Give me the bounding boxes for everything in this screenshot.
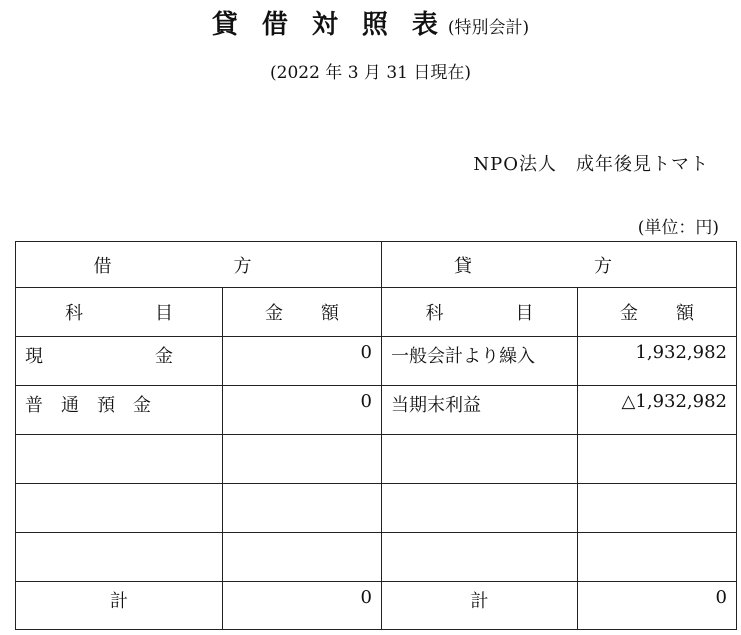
debit-total-label: 計 (16, 582, 223, 630)
debit-item (16, 337, 285, 386)
table-row (16, 533, 737, 582)
table-row (16, 337, 737, 386)
credit-item (382, 533, 578, 582)
column-header-row (16, 288, 737, 337)
amount-header-label: 金額 (265, 303, 377, 324)
table-row (16, 386, 737, 435)
balance-sheet-table (15, 241, 737, 630)
side-header-row (16, 242, 737, 288)
credit-item (382, 484, 578, 533)
credit-item: 一般会計より繰入 (382, 337, 578, 386)
credit-amount (578, 533, 737, 582)
debit-header (16, 242, 382, 288)
unit-label: (単位：円) (637, 218, 719, 238)
item-header-label: 科目 (425, 303, 606, 324)
debit-amount (223, 533, 382, 582)
debit-header-label: 借 方 (93, 255, 304, 277)
debit-amount: 0 (223, 386, 382, 435)
credit-amount (578, 435, 737, 484)
credit-amount: 1,932,982 (578, 337, 737, 386)
debit-item (16, 386, 223, 435)
debit-item-label: 普通預金 (25, 395, 169, 416)
debit-item (16, 533, 223, 582)
debit-item-label: 現金 (25, 346, 285, 367)
debit-total: 0 (223, 582, 382, 630)
debit-amount: 0 (223, 337, 382, 386)
table-row (16, 435, 737, 484)
as-of-date: (2022 年 3 月 31 日現在) (270, 63, 471, 83)
credit-header-label: 貸 方 (454, 255, 664, 277)
amount-header-label: 金額 (620, 303, 732, 324)
debit-amount-header (223, 288, 382, 337)
total-row (16, 582, 737, 630)
title-main: 貸借対照表 (211, 10, 462, 40)
credit-amount: △1,932,982 (578, 386, 737, 435)
credit-header (382, 242, 737, 288)
credit-item: 当期末利益 (382, 386, 578, 435)
credit-total-label: 計 (382, 582, 578, 630)
credit-amount (578, 484, 737, 533)
item-header-label: 科目 (65, 303, 245, 324)
debit-item-header (16, 288, 245, 337)
credit-item-header (382, 288, 606, 337)
debit-item (16, 484, 223, 533)
title-sub: (特別会計) (447, 18, 530, 38)
organization-name: NPO法人 成年後見トマト (473, 154, 709, 175)
debit-amount (223, 484, 382, 533)
document-title (0, 4, 741, 41)
credit-item (382, 435, 578, 484)
debit-amount (223, 435, 382, 484)
credit-total: 0 (578, 582, 737, 630)
table-row (16, 484, 737, 533)
debit-item (16, 435, 223, 484)
